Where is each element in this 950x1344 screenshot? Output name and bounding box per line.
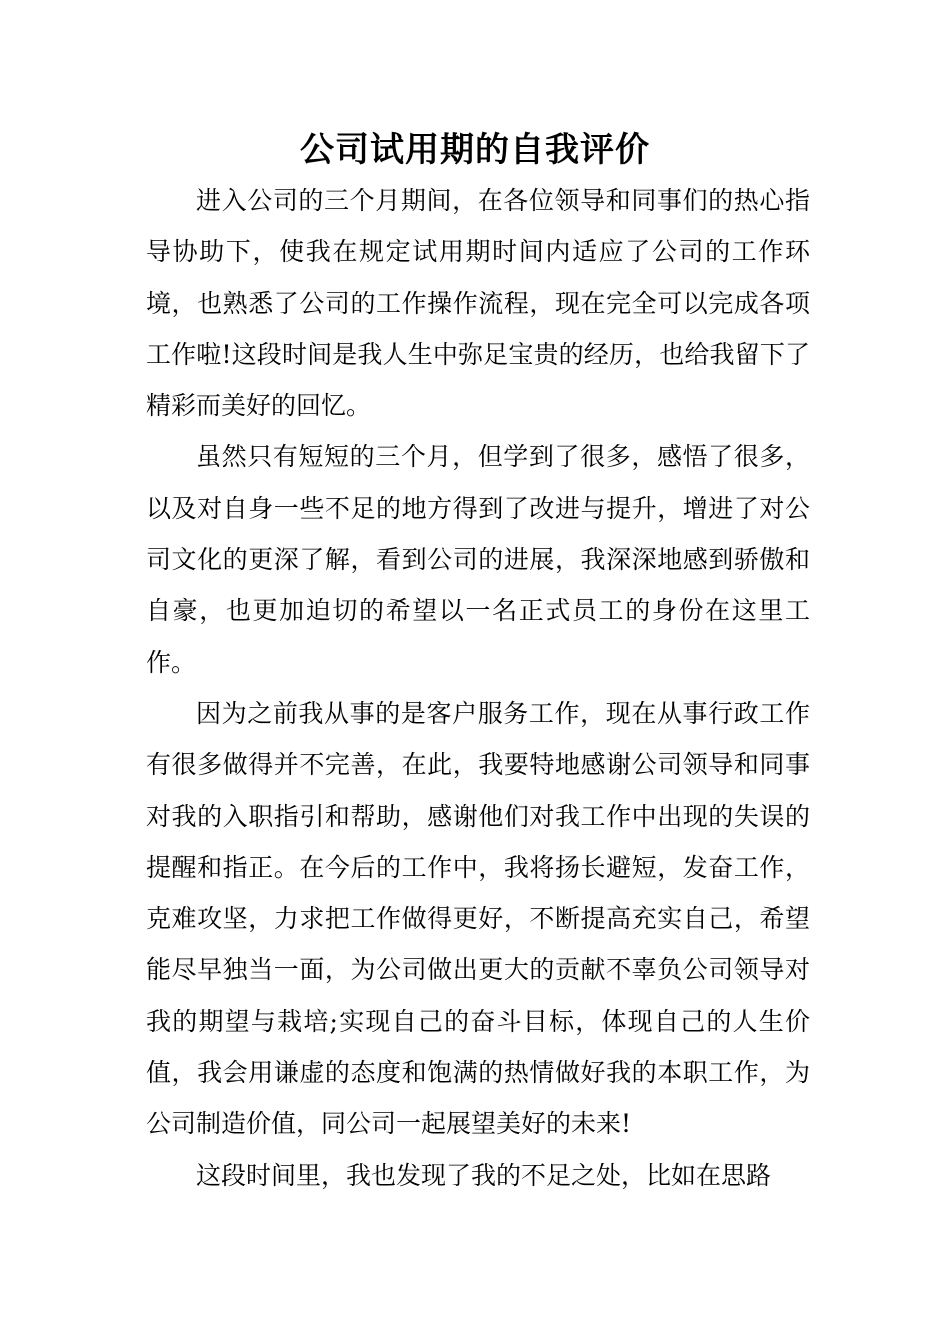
document-body: [146, 175, 810, 1201]
paragraph-2: 虽然只有短短的三个月，但学到了很多，感悟了很多，以及对自身一些不足的地方得到了改进与提升，增进了对公司文化的更深了解，看到公司的进展，我深深地感到骄傲和自豪，也更加迫切的希望以一名正式员工的身份在这里工作。: [146, 442, 810, 677]
paragraph-4: 这段时间里，我也发现了我的不足之处，比如在思路: [196, 1160, 772, 1190]
document-title: 公司试用期的自我评价: [300, 130, 650, 170]
paragraph-1: 进入公司的三个月期间，在各位领导和同事们的热心指导协助下，使我在规定试用期时间内适应了公司的工作环境，也熟悉了公司的工作操作流程，现在完全可以完成各项工作啦!这段时间是我人生中弥足宝贵的经历，也给我留下了精彩而美好的回忆。: [146, 186, 810, 421]
paragraph-3: 因为之前我从事的是客户服务工作，现在从事行政工作有很多做得并不完善，在此，我要特地感谢公司领导和同事对我的入职指引和帮助，感谢他们对我工作中出现的失误的提醒和指正。在今后的工作中，我将扬长避短，发奋工作，克难攻坚，力求把工作做得更好，不断提高充实自己，希望能尽早独当一面，为公司做出更大的贡献不辜负公司领导对我的期望与栽培;实现自己的奋斗目标，体现自己的人生价值，我会用谦虚的态度和饱满的热情做好我的本职工作，为公司制造价值，同公司一起展望美好的未来!: [146, 698, 810, 1139]
